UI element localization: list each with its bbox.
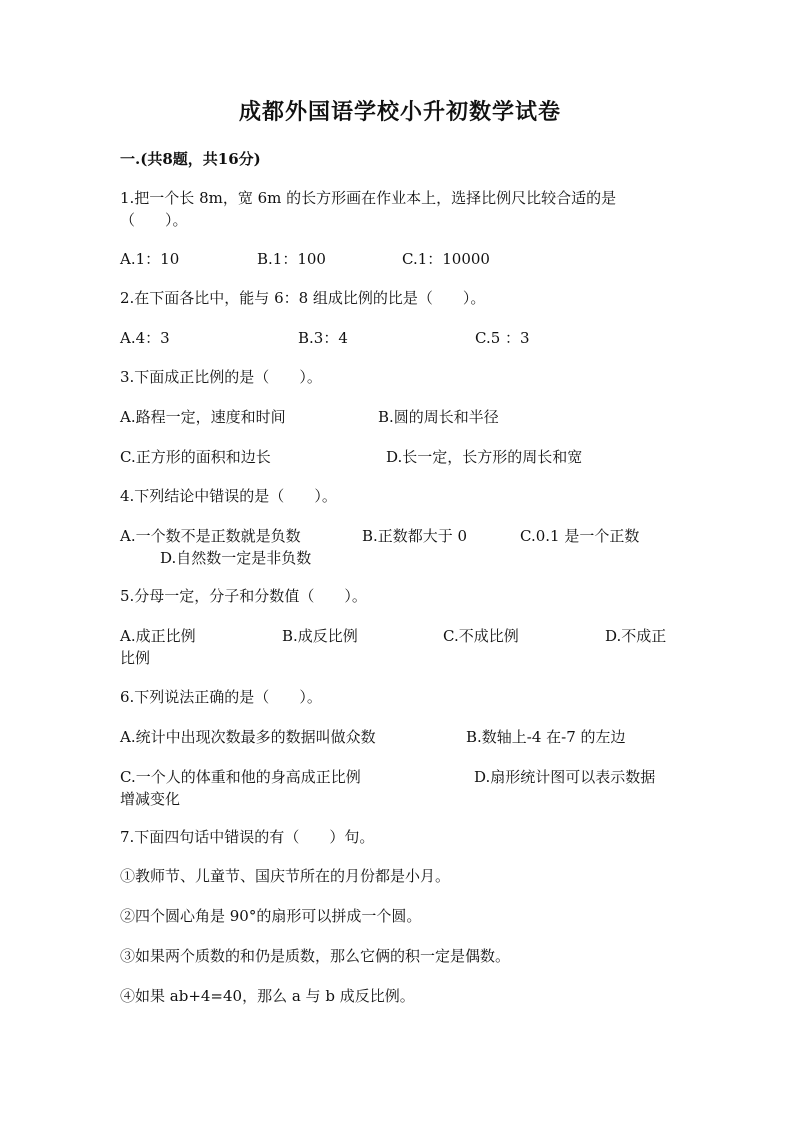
question-3-option-d: D.长一定，长方形的周长和宽 [386, 448, 583, 466]
question-4-option-d: D.自然数一定是非负数 [160, 549, 312, 567]
question-2-stem: 2.在下面各比中，能与 6：8 组成比例的比是（ ）。 [120, 289, 486, 307]
question-6-option-c: C.一个人的体重和他的身高成正比例 [120, 768, 361, 786]
question-5-option-b: B.成反比例 [282, 627, 358, 645]
question-6-option-d-continued: 增减变化 [120, 790, 181, 808]
question-1-option-b: B.1：100 [257, 250, 326, 268]
question-4-option-a: A.一个数不是正数就是负数 [120, 527, 301, 545]
question-2-option-b: B.3：4 [298, 329, 348, 347]
question-4-option-c: C.0.1 是一个正数 [520, 527, 640, 545]
question-3-option-a: A.路程一定，速度和时间 [120, 408, 286, 426]
exam-title: 成都外国语学校小升初数学试卷 [238, 99, 561, 125]
question-6-option-a: A.统计中出现次数最多的数据叫做众数 [120, 728, 376, 746]
question-7-stem: 7.下面四句话中错误的有（ ）句。 [120, 828, 375, 846]
question-1-option-a: A.1：10 [120, 250, 180, 268]
question-5-option-a: A.成正比例 [120, 627, 196, 645]
question-3-option-c: C.正方形的面积和边长 [120, 448, 271, 466]
question-5-option-d: D.不成正 [605, 627, 667, 645]
question-2-option-c: C.5 ：3 [475, 329, 530, 347]
question-4-stem: 4.下列结论中错误的是（ ）。 [120, 487, 337, 505]
question-4-option-b: B.正数都大于 0 [362, 527, 468, 545]
question-2-option-a: A.4：3 [120, 329, 170, 347]
section-heading: 一.(共8题，共16分) [120, 150, 261, 168]
question-1-stem-continued: （ ）。 [120, 211, 188, 229]
question-7-statement-3: ③如果两个质数的和仍是质数，那么它俩的积一定是偶数。 [120, 947, 511, 965]
question-3-stem: 3.下面成正比例的是（ ）。 [120, 368, 322, 386]
question-7-statement-2: ②四个圆心角是 90°的扇形可以拼成一个圆。 [120, 907, 422, 925]
question-3-option-b: B.圆的周长和半径 [378, 408, 499, 426]
question-7-statement-1: ①教师节、儿童节、国庆节所在的月份都是小月。 [120, 867, 451, 885]
question-6-stem: 6.下列说法正确的是（ ）。 [120, 688, 322, 706]
question-5-option-d-continued: 比例 [120, 649, 151, 667]
question-5-option-c: C.不成比例 [443, 627, 519, 645]
question-6-option-d: D.扇形统计图可以表示数据 [474, 768, 656, 786]
question-7-statement-4: ④如果 ab+4=40，那么 a 与 b 成反比例。 [120, 987, 415, 1005]
question-6-option-b: B.数轴上-4 在-7 的左边 [466, 728, 626, 746]
question-5-stem: 5.分母一定，分子和分数值（ ）。 [120, 587, 367, 605]
question-1-option-c: C.1：10000 [402, 250, 490, 268]
question-1-stem: 1.把一个长 8m，宽 6m 的长方形画在作业本上，选择比例尺比较合适的是 [120, 189, 617, 207]
